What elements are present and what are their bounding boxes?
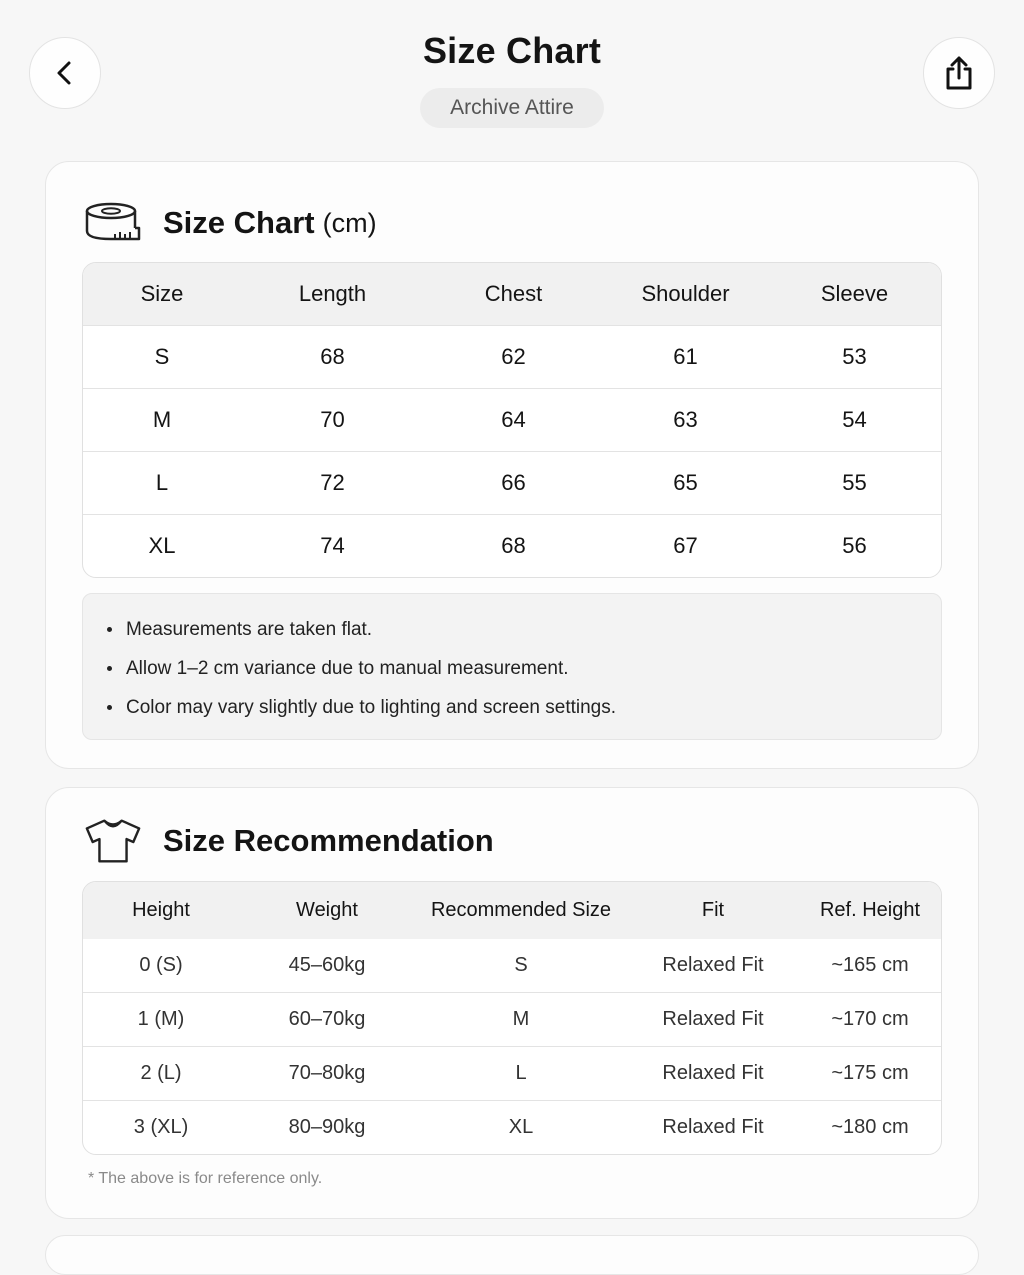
- table-cell: XL: [148, 533, 176, 558]
- table-cell: L: [155, 470, 169, 495]
- table-cell: Relaxed Fit: [662, 954, 764, 976]
- table-cell: 72: [320, 470, 345, 495]
- page-title: Size Chart: [422, 30, 602, 71]
- table-cell: 2 (L): [140, 1062, 182, 1084]
- column-header: Recommended Size: [430, 899, 612, 921]
- column-header: Weight: [296, 899, 358, 921]
- table-cell: 1 (M): [137, 1008, 185, 1030]
- size-chart-table: [82, 262, 942, 578]
- note-item: [107, 649, 941, 688]
- table-cell: L: [515, 1062, 527, 1084]
- table-body: [83, 939, 941, 1154]
- table-cell: 67: [673, 533, 698, 558]
- table-cell: 70–80kg: [288, 1062, 366, 1084]
- note-text: Measurements are taken flat.: [126, 618, 373, 640]
- column-header: Sleeve: [820, 281, 889, 306]
- column-header: Length: [298, 281, 367, 306]
- table-cell: 68: [320, 344, 345, 369]
- bullet-icon: [107, 627, 112, 632]
- size-chart-unit: (cm): [322, 207, 377, 238]
- column-header: Height: [132, 899, 190, 921]
- note-item: [107, 688, 941, 727]
- table-cell: 53: [842, 344, 867, 369]
- table-cell: ~175 cm: [831, 1062, 909, 1084]
- column-header: Shoulder: [641, 281, 730, 306]
- table-cell: Relaxed Fit: [662, 1008, 764, 1030]
- table-cell: Relaxed Fit: [662, 1062, 764, 1084]
- share-button[interactable]: [923, 37, 995, 109]
- table-cell: 70: [320, 407, 345, 432]
- table-row: [83, 939, 941, 992]
- table-cell: 66: [501, 470, 526, 495]
- table-cell: 63: [673, 407, 698, 432]
- size-chart-header: [83, 198, 377, 248]
- table-cell: 65: [673, 470, 698, 495]
- size-chart-title: Size Chart: [163, 205, 315, 240]
- bullet-icon: [107, 705, 112, 710]
- table-cell: XL: [508, 1116, 534, 1138]
- size-recommendation-table: [82, 881, 942, 1155]
- table-cell: ~165 cm: [831, 954, 909, 976]
- table-row: [83, 451, 941, 514]
- next-section-card: [45, 1235, 979, 1275]
- table-cell: 45–60kg: [288, 954, 366, 976]
- table-cell: ~170 cm: [831, 1008, 909, 1030]
- table-cell: 60–70kg: [288, 1008, 366, 1030]
- column-header: Fit: [701, 899, 725, 921]
- share-icon: [941, 54, 977, 92]
- size-recommendation-header: [83, 816, 494, 866]
- table-cell: 0 (S): [139, 954, 183, 976]
- t-shirt-icon: [83, 816, 143, 866]
- table-cell: S: [514, 954, 528, 976]
- table-cell: 61: [673, 344, 698, 369]
- column-header: Chest: [484, 281, 543, 306]
- note-text: Color may vary slightly due to lighting and screen settings.: [126, 696, 617, 718]
- table-row: [83, 1046, 941, 1100]
- note-text: Allow 1–2 cm variance due to manual measurement.: [126, 657, 569, 679]
- table-row: [83, 1100, 941, 1154]
- size-chart-card: [45, 161, 979, 769]
- table-cell: 64: [501, 407, 526, 432]
- bullet-icon: [107, 666, 112, 671]
- reference-footnote: * The above is for reference only.: [88, 1170, 323, 1187]
- size-recommendation-card: [45, 787, 979, 1219]
- measuring-tape-icon: [83, 198, 143, 248]
- table-row: [83, 514, 941, 577]
- table-cell: Relaxed Fit: [662, 1116, 764, 1138]
- table-cell: ~180 cm: [831, 1116, 909, 1138]
- table-row: [83, 992, 941, 1046]
- table-cell: 68: [501, 533, 526, 558]
- table-header-row: [83, 263, 941, 325]
- table-cell: 56: [842, 533, 867, 558]
- table-cell: 62: [501, 344, 526, 369]
- brand-badge: Archive Attire: [420, 88, 604, 128]
- note-item: [107, 610, 941, 649]
- column-header: Size: [140, 281, 184, 306]
- column-header: Ref. Height: [819, 899, 921, 921]
- table-cell: 74: [320, 533, 345, 558]
- size-recommendation-title: Size Recommendation: [163, 823, 494, 858]
- table-cell: 3 (XL): [133, 1116, 189, 1138]
- table-cell: M: [512, 1008, 530, 1030]
- table-cell: 54: [842, 407, 867, 432]
- table-row: [83, 325, 941, 388]
- table-cell: S: [154, 344, 170, 369]
- table-cell: M: [152, 407, 172, 432]
- table-row: [83, 388, 941, 451]
- measurement-notes: [82, 593, 942, 740]
- table-cell: 55: [842, 470, 867, 495]
- table-cell: 80–90kg: [288, 1116, 366, 1138]
- table-header-row: [83, 882, 941, 939]
